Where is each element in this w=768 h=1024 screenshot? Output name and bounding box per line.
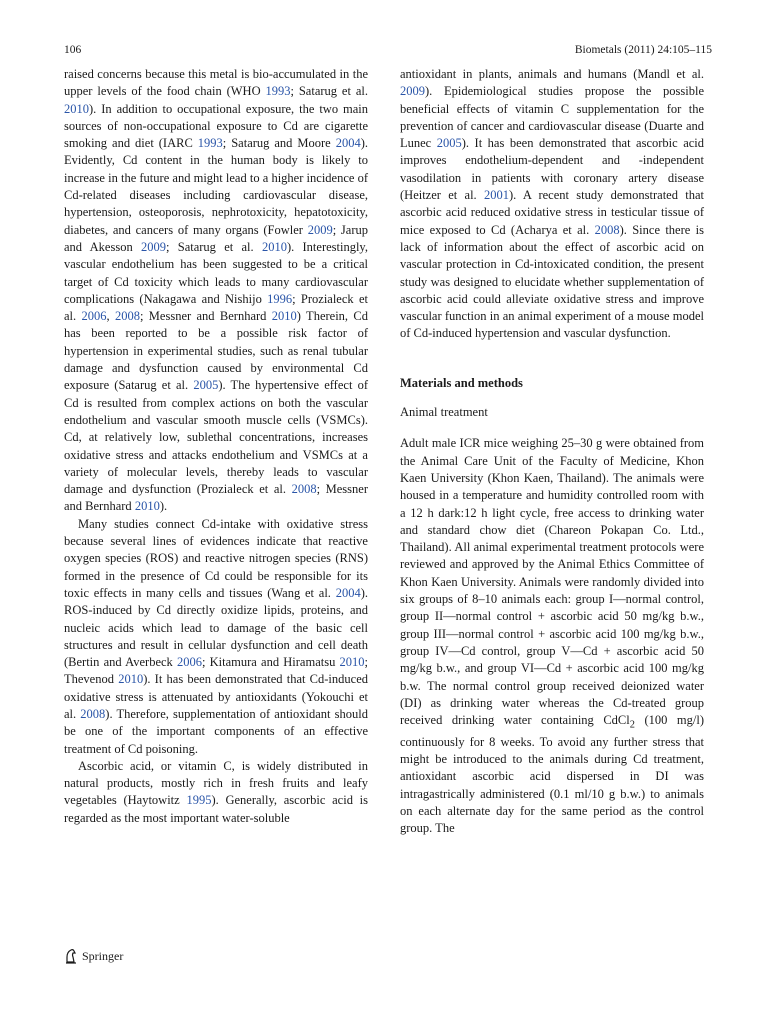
text-run: Adult male ICR mice weighing 25–30 g were obtained from the Animal Care Unit of the Faculty of Medicine, Khon Kaen University (Khon Kaen, Thailand). The animals were housed in a temperature and humidity controlled room with a 12 h dark:12 h light cycle, free access to drinking water and standard chow diet (Chareon Pokapan Co. Ltd., Thailand). All animal experimental treatment protocols were reviewed and approved by the Animal Ethics Committee of Khon Kaen University. Animals were randomly divided into six groups of 8–10 animals each: group I—normal control, group II—normal control + ascorbic acid 50 mg/kg b.w., group III—normal control + ascorbic acid 100 mg/kg b.w., group IV—Cd control, group V—Cd + ascorbic acid 50 mg/kg b.w., and group VI—Cd + ascorbic acid 100 mg/kg b.w. The normal control group received deionized water (DI) as drinking water whereas the Cd-treated group received drinking water containing CdCl (400, 436, 704, 728)
publisher-name: Springer (82, 948, 124, 963)
text-run: ) Therein, Cd has been reported to be a possible risk factor of hypertension in experimental studies, such as renal tubular damage and dysfunction caused by environmental Cd exposure (Satarug et al. (64, 309, 368, 393)
citation-link[interactable]: 2006 (81, 309, 107, 324)
paragraph (64, 758, 368, 827)
citation-link[interactable]: 2010 (134, 499, 160, 514)
text-run: ). (159, 499, 168, 514)
citation-link[interactable]: 2010 (339, 655, 365, 670)
text-run: ). In addition to occupational exposure, the two main sources of non-occupational exposure to Cd are cigarette smoking and diet (IARC (64, 101, 368, 151)
citation-link[interactable]: 2010 (64, 101, 89, 116)
paragraph (64, 66, 368, 516)
section-heading: Materials and methods (400, 375, 523, 390)
page-number: 106 (64, 44, 82, 56)
citation-link[interactable]: 2009 (400, 84, 425, 99)
text-run: ; Kitamura and Hiramatsu (201, 655, 340, 670)
citation-link[interactable]: 2009 (140, 239, 166, 254)
left-column (64, 66, 368, 827)
text-run: ; Satarug and Moore (222, 136, 336, 151)
subsection-heading: Animal treatment (400, 405, 488, 420)
text-run: antioxidant in plants, animals and humans (Mandl et al. (400, 67, 704, 81)
text-run: ). The hypertensive effect of Cd is resulted from complex actions on both the vascular endothelium and vascular smooth muscle cells (VSMCs). Cd, at relatively low, sublethal concentrations, increases oxidative stress and attacks endothelium and VSMCs at a variety of molecular levels, thereby leads to vascular damage and dysfunction (Prozialeck et al. (64, 378, 368, 497)
text-run: ; Satarug et al. (290, 84, 368, 99)
citation-link[interactable]: 2010 (271, 309, 297, 324)
text-run: ; Jarup and Akesson (64, 222, 368, 254)
springer-horse-icon (64, 948, 78, 964)
citation-link[interactable]: 2008 (80, 706, 106, 721)
text-run: ). It has been demonstrated that ascorbic acid improves endothelium-dependent and -independent vasodilation in patients with coronary artery disease (Heitzer et al. (400, 136, 705, 203)
citation-link[interactable]: 2004 (335, 585, 361, 600)
citation-link[interactable]: 1993 (265, 84, 291, 99)
citation-link[interactable]: 1993 (197, 136, 223, 151)
text-run: ). Therefore, supplementation of antioxidant should be one of the important components of an effective treatment of Cd poisoning. (64, 706, 368, 756)
text-run: ; Prozialeck et al. (64, 291, 368, 324)
text-run: ; Messner and Bernhard (64, 482, 368, 514)
publisher-footer (64, 948, 123, 964)
citation-link[interactable]: 2008 (114, 309, 140, 324)
right-column (400, 66, 704, 838)
citation-link[interactable]: 2004 (335, 136, 361, 151)
text-run: raised concerns because this metal is bio-accumulated in the upper levels of the food chain (WHO (64, 67, 368, 99)
text-run: ; Messner and Bernhard (139, 309, 272, 324)
paragraph (400, 66, 704, 343)
text-run: ; Thevenod (64, 655, 369, 687)
text-run: ). A recent study demonstrated that ascorbic acid reduced oxidative stress in testicular tissue of mice exposed to Cd (Acharya et al. (400, 188, 704, 237)
citation-link[interactable]: 2009 (307, 222, 333, 237)
text-run: Ascorbic acid, or vitamin C, is widely distributed in natural products, mostly rich in fresh fruits and leafy vegetables (Haytowitz (64, 758, 368, 808)
text-run: Many studies connect Cd-intake with oxidative stress because several lines of evidences indicate that reactive oxygen species (ROS) and reactive nitrogen species (RNS) formed in the presence of Cd could be responsible for its toxic effects in many cells and tissues (Wang et al. (64, 516, 368, 600)
citation-link[interactable]: 1995 (186, 793, 212, 808)
text-run: ). Evidently, Cd content in the human body is likely to increase in the future and might lead to a higher incidence of Cd-related diseases including cardiovascular disease, hypertension, osteoporosis, nephrotoxicity, hepatotoxicity, diabetes, and cancers of many organs (Fowler (64, 136, 368, 237)
subscript: 2 (629, 719, 635, 731)
paragraph (400, 435, 704, 837)
citation-link[interactable]: 2008 (594, 222, 620, 237)
citation-link[interactable]: 2010 (118, 672, 144, 687)
text-run: ). ROS-induced by Cd directly oxidize lipids, proteins, and nucleic acids which lead to damage of the basic cell structures and result in cellular dysfunction and cell death (Bertin and Averbeck (64, 585, 368, 670)
text-run: (100 mg/l) continuously for 8 weeks. To avoid any further stress that might be introduced to the animals during Cd treatment, antioxidant ascorbic acid dispersed in DI was intragastrically administered (0.1 ml/10 g b.w.) to animals on each alternate day for the same period as the control group. The (400, 713, 704, 836)
text-run: ). Since there is lack of information about the effect of ascorbic acid on vascular protection in Cd-intoxicated condition, the present study was designed to elucidate whether supplementation of ascorbic acid could alleviate oxidative stress and improve vascular function in an animal experiment of a mouse model of Cd-induced hypertension and vascular dysfunction. (400, 222, 704, 341)
citation-link[interactable]: 2005 (436, 136, 462, 151)
text-run: ; Satarug et al. (165, 239, 262, 254)
citation-link[interactable]: 1996 (267, 291, 293, 306)
citation-link[interactable]: 2005 (193, 378, 219, 393)
text-run: ). Interestingly, vascular endothelium has been suggested to be a critical target of Cd toxicity which leads to many cardiovascular complications (Nakagawa and Nishijo (64, 239, 368, 306)
citation-link[interactable]: 2006 (176, 655, 202, 670)
citation-link[interactable]: 2008 (291, 482, 317, 497)
text-run: ). Generally, ascorbic acid is regarded as the most important water-soluble (64, 793, 369, 825)
text-run: ). Epidemiological studies propose the possible beneficial effects of vitamin C supplementation for the prevention of cancer and cardiovascular disease (Duarte and Lunec (400, 84, 704, 151)
text-run: , (106, 309, 115, 324)
citation-link[interactable]: 2010 (261, 239, 287, 254)
citation-link[interactable]: 2001 (483, 188, 509, 203)
paragraph (64, 516, 368, 758)
journal-citation: Biometals (2011) 24:105–115 (574, 44, 712, 56)
text-run: ). It has been demonstrated that Cd-induced oxidative stress is attenuated by antioxidants (Yokouchi et al. (64, 672, 368, 721)
